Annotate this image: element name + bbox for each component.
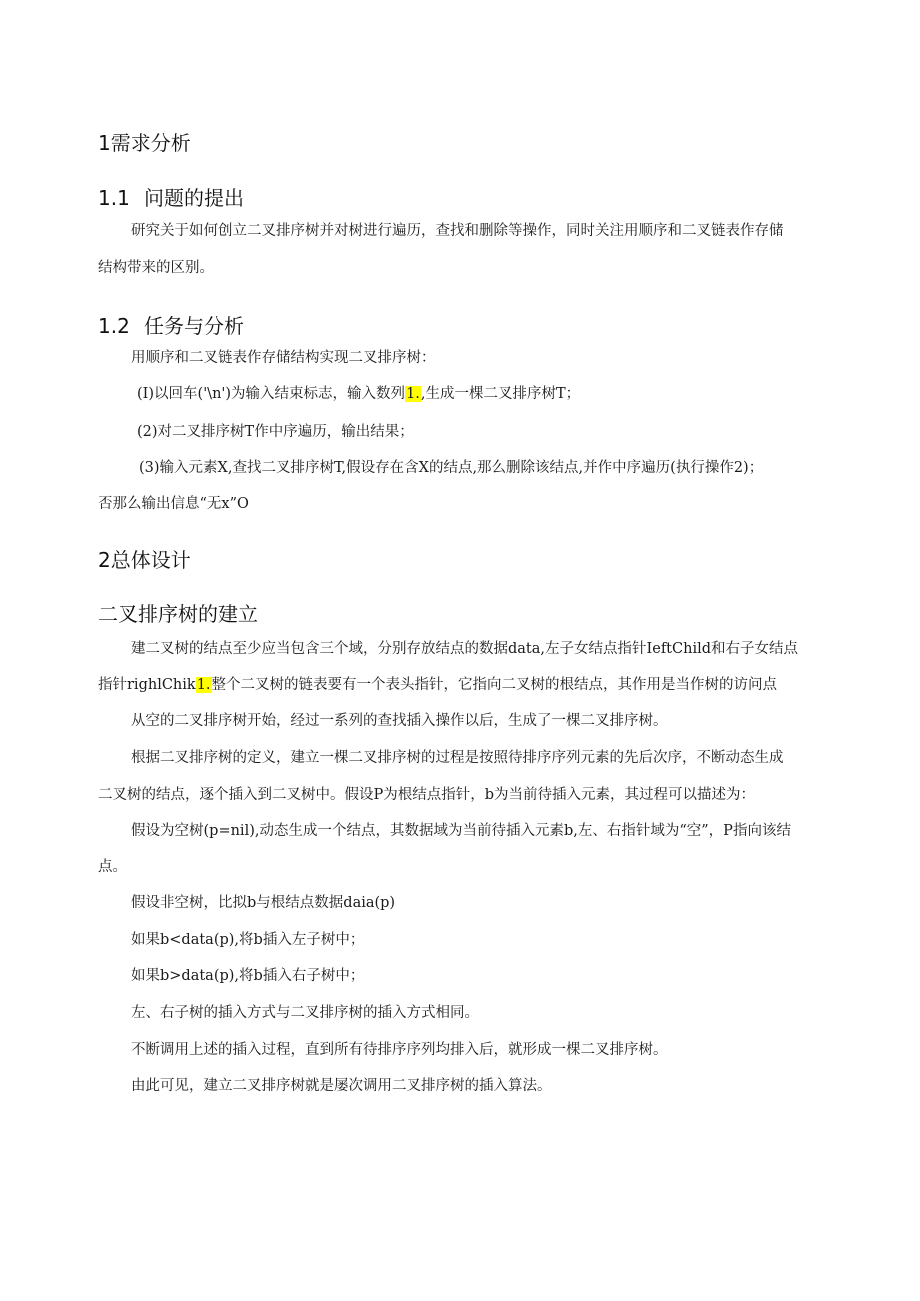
section-number: 1.2	[98, 314, 130, 338]
list-item: (I)以回车('\n')为输入结束标志，输入数列1.,生成一棵二叉排序树T；	[137, 386, 581, 402]
list-item: (2)对二叉排序树T作中序遍历，输出结果；	[137, 424, 414, 440]
paragraph-line: 从空的二叉排序树开始，经过一系列的查找插入操作以后，生成了一棵二叉排序树。	[131, 713, 668, 729]
paragraph-line: 建二叉树的结点至少应当包含三个域，分别存放结点的数据data,左子女结点指针IeftChild和右子女结点	[131, 641, 798, 657]
heading-requirements-analysis: 1需求分析	[98, 131, 191, 155]
section-number: 1.1	[98, 186, 130, 210]
paragraph-line: 用顺序和二叉链表作存储结构实现二叉排序树：	[131, 350, 436, 366]
paragraph-line: 指针righlChik1.整个二叉树的链表要有一个表头指针，它指向二叉树的根结点，其作用是当作树的访问点	[98, 677, 778, 693]
highlight-mark: 1.	[196, 677, 211, 693]
paragraph-line: 如果b>data(p),将b插入右子树中；	[131, 968, 365, 984]
heading-task-analysis	[98, 310, 244, 339]
section-title: 任务与分析	[144, 314, 244, 338]
paragraph-line: 如果b<data(p),将b插入左子树中；	[131, 932, 365, 948]
highlight-mark: 1.	[406, 386, 420, 402]
paragraph-line: 研究关于如何创立二叉排序树并对树进行遍历，查找和删除等操作，同时关注用顺序和二叉链表作存储	[131, 223, 784, 239]
heading-overall-design: 2总体设计	[98, 548, 191, 572]
paragraph-line: 左、右子树的插入方式与二叉排序树的插入方式相同。	[131, 1005, 479, 1021]
paragraph-line: 点。	[98, 859, 127, 875]
paragraph-line: 否那么输出信息“无x”O	[98, 496, 249, 512]
heading-problem-statement	[98, 182, 244, 211]
list-item: (3)输入元素X,查找二叉排序树T,假设存在含X的结点,那么删除该结点,并作中序遍历(执行操作2)；	[139, 460, 764, 476]
section-title: 问题的提出	[144, 186, 244, 210]
paragraph-line: 假设非空树，比拟b与根结点数据daia(p)	[131, 895, 396, 911]
paragraph-line: 假设为空树(p=nil),动态生成一个结点，其数据域为当前待插入元素b,左、右指针域为“空”，P指向该结	[131, 823, 791, 839]
heading-bst-construction: 二叉排序树的建立	[98, 602, 258, 626]
paragraph-line: 结构带来的区别。	[98, 260, 214, 276]
paragraph-line: 二叉树的结点，逐个插入到二叉树中。假设P为根结点指针，b为当前待插入元素，其过程可以描述为：	[98, 787, 756, 803]
paragraph-line: 不断调用上述的插入过程，直到所有待排序序列均排入后，就形成一棵二叉排序树。	[131, 1042, 668, 1058]
paragraph-line: 由此可见，建立二叉排序树就是屡次调用二叉排序树的插入算法。	[131, 1078, 552, 1094]
paragraph-line: 根据二叉排序树的定义，建立一棵二叉排序树的过程是按照待排序序列元素的先后次序，不断动态生成	[131, 750, 784, 766]
